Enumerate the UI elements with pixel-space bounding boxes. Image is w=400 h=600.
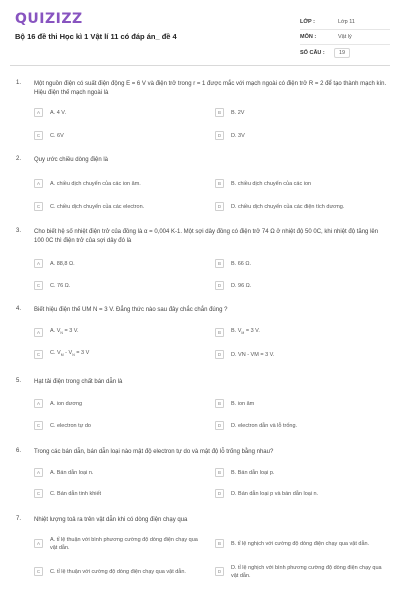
option-text: C. $V_M - V_N = 3$ V	[50, 350, 90, 358]
option-text: D. 3V	[231, 132, 245, 139]
meta-class-label: LỚP :	[300, 19, 315, 25]
option-text: D. VN - VM = 3 V.	[231, 351, 275, 358]
question-text: Một nguồn điện có suất điện động E = 6 V và điện trở trong r = 1 được mắc với mạch ngoài có điện trở R = 2 để tạo thành mạch kín. Hiệu điện thế mạch ngoài là	[34, 81, 387, 96]
option-a[interactable]	[34, 465, 199, 480]
option-text: B. ion âm	[231, 400, 255, 407]
option-d[interactable]	[215, 486, 385, 501]
option-letter: D	[215, 567, 224, 576]
question-text: Hạt tải điện trong chất bán dẫn là	[34, 379, 123, 385]
option-letter: A	[34, 108, 43, 117]
question-number: 1.	[16, 80, 22, 86]
option-c[interactable]	[34, 278, 199, 293]
option-text: A. chiều dịch chuyển của các ion âm.	[50, 180, 141, 187]
option-letter: B	[215, 108, 224, 117]
option-letter: C	[34, 202, 43, 211]
option-letter: C	[34, 131, 43, 140]
option-letter: A	[34, 328, 43, 337]
option-b[interactable]	[215, 176, 385, 191]
option-letter: C	[34, 350, 43, 359]
option-letter: C	[34, 281, 43, 290]
option-text: A. 88,8 Ω.	[50, 260, 75, 267]
option-letter: D	[215, 281, 224, 290]
option-d[interactable]	[215, 199, 385, 214]
option-letter: C	[34, 421, 43, 430]
option-letter: B	[215, 259, 224, 268]
option-letter: D	[215, 202, 224, 211]
option-d[interactable]	[215, 278, 385, 293]
option-letter: A	[34, 259, 43, 268]
option-a[interactable]	[34, 533, 199, 554]
option-text: C. Bán dẫn tinh khiết	[50, 490, 102, 497]
option-text: C. tỉ lệ thuận với cường độ dòng điện chạy qua vật dẫn.	[50, 568, 186, 575]
option-d[interactable]	[215, 561, 385, 582]
option-text: A. Bán dẫn loại n.	[50, 469, 94, 476]
option-text: B. chiều dịch chuyển của các ion	[231, 180, 312, 187]
option-text: D. chiều dịch chuyển của các điện tích dương.	[231, 203, 345, 210]
meta-count-label: SỐ CÂU :	[300, 49, 325, 56]
option-b[interactable]	[215, 533, 385, 554]
question-number: 6.	[16, 448, 22, 454]
option-b[interactable]	[215, 256, 385, 271]
option-text: B. $V_M = 3$ V.	[231, 328, 260, 336]
option-text: D. tỉ lệ nghịch với bình phương cường độ dòng điện chạy qua vật dẫn.	[231, 564, 382, 579]
option-text: D. Bán dẫn loại p và bán dẫn loại n.	[231, 490, 319, 497]
option-d[interactable]	[215, 418, 385, 433]
meta-box	[300, 15, 390, 60]
option-letter: B	[215, 328, 224, 337]
option-letter: D	[215, 350, 224, 359]
meta-count-value: 19	[334, 48, 350, 58]
option-text: C. electron tự do	[50, 422, 91, 429]
option-a[interactable]	[34, 396, 199, 411]
option-letter: B	[215, 179, 224, 188]
option-text: C. 6V	[50, 132, 64, 139]
page-header	[0, 0, 400, 64]
option-text: B. 66 Ω.	[231, 260, 252, 267]
option-a[interactable]	[34, 176, 199, 191]
question-number: 4.	[16, 306, 22, 312]
option-text: B. Bán dẫn loại p.	[231, 469, 275, 476]
question-text: Nhiệt lượng toả ra trên vật dẫn khi có dòng điện chạy qua	[34, 517, 188, 523]
question-number: 3.	[16, 228, 22, 234]
option-letter: C	[34, 489, 43, 498]
option-letter: A	[34, 468, 43, 477]
option-text: C. 76 Ω.	[50, 282, 71, 289]
option-letter: B	[215, 399, 224, 408]
option-text: A. $V_N = 3$ V.	[50, 328, 79, 336]
option-a[interactable]	[34, 325, 199, 340]
option-text: C. chiều dịch chuyển của các electron.	[50, 203, 145, 210]
question-text: Cho biết hệ số nhiệt điện trở của đồng là α = 0,004 K-1. Một sợi dây đồng có điện trở 74 Ω ở nhiệt độ 50 0C, khi nhiệt độ tăng lên 100 0C thì điện trở của sợi dây đó là	[34, 229, 379, 244]
option-c[interactable]	[34, 128, 199, 143]
meta-count	[300, 45, 390, 60]
option-a[interactable]	[34, 105, 199, 120]
question-number: 7.	[16, 516, 22, 522]
option-letter: D	[215, 489, 224, 498]
meta-class-value: Lớp 11	[338, 19, 355, 25]
option-letter: B	[215, 539, 224, 548]
question-text: Trong các bán dẫn, bán dẫn loại nào mật độ electron tự do và mật độ lỗ trống bằng nhau?	[34, 449, 274, 455]
option-text: B. tỉ lệ nghịch với cường độ dòng điện chạy qua vật dẫn.	[231, 540, 370, 547]
question-number: 5.	[16, 378, 22, 384]
meta-subject-label: MÔN :	[300, 34, 317, 40]
option-letter: D	[215, 421, 224, 430]
meta-subject-value: Vật lý	[338, 34, 352, 40]
option-letter: A	[34, 179, 43, 188]
question-text: Biết hiệu điện thế UM N = 3 V. Đẳng thức nào sau đây chắc chắn đúng ?	[34, 307, 228, 313]
question-text: Quy ước chiều dòng điện là	[34, 157, 108, 163]
option-c[interactable]	[34, 418, 199, 433]
option-c[interactable]	[34, 199, 199, 214]
option-c[interactable]	[34, 347, 199, 362]
option-text: D. electron dẫn và lỗ trống.	[231, 422, 298, 429]
option-c[interactable]	[34, 486, 199, 501]
option-letter: B	[215, 468, 224, 477]
option-letter: A	[34, 539, 43, 548]
option-letter: A	[34, 399, 43, 408]
option-text: B. 2V	[231, 109, 245, 116]
quizizz-logo: QUIZIZZ	[15, 11, 83, 27]
option-letter: D	[215, 131, 224, 140]
question-number: 2.	[16, 156, 22, 162]
meta-class	[300, 15, 390, 30]
option-text: D. 96 Ω.	[231, 282, 252, 289]
meta-subject	[300, 30, 390, 45]
option-text: A. 4 V.	[50, 109, 67, 116]
option-b[interactable]	[215, 105, 385, 120]
option-b[interactable]	[215, 396, 385, 411]
option-d[interactable]	[215, 347, 385, 362]
option-text: A. tỉ lệ thuận với bình phương cường độ dòng điện chạy qua vật dẫn.	[50, 536, 198, 551]
option-text: A. ion dương	[50, 400, 83, 407]
option-b[interactable]	[215, 325, 385, 340]
header-divider	[10, 65, 390, 66]
option-b[interactable]	[215, 465, 385, 480]
option-d[interactable]	[215, 128, 385, 143]
document-title: Bộ 16 đề thi Học kì 1 Vật lí 11 có đáp án_ đề 4	[15, 32, 177, 41]
option-c[interactable]	[34, 561, 199, 582]
option-letter: C	[34, 567, 43, 576]
option-a[interactable]	[34, 256, 199, 271]
